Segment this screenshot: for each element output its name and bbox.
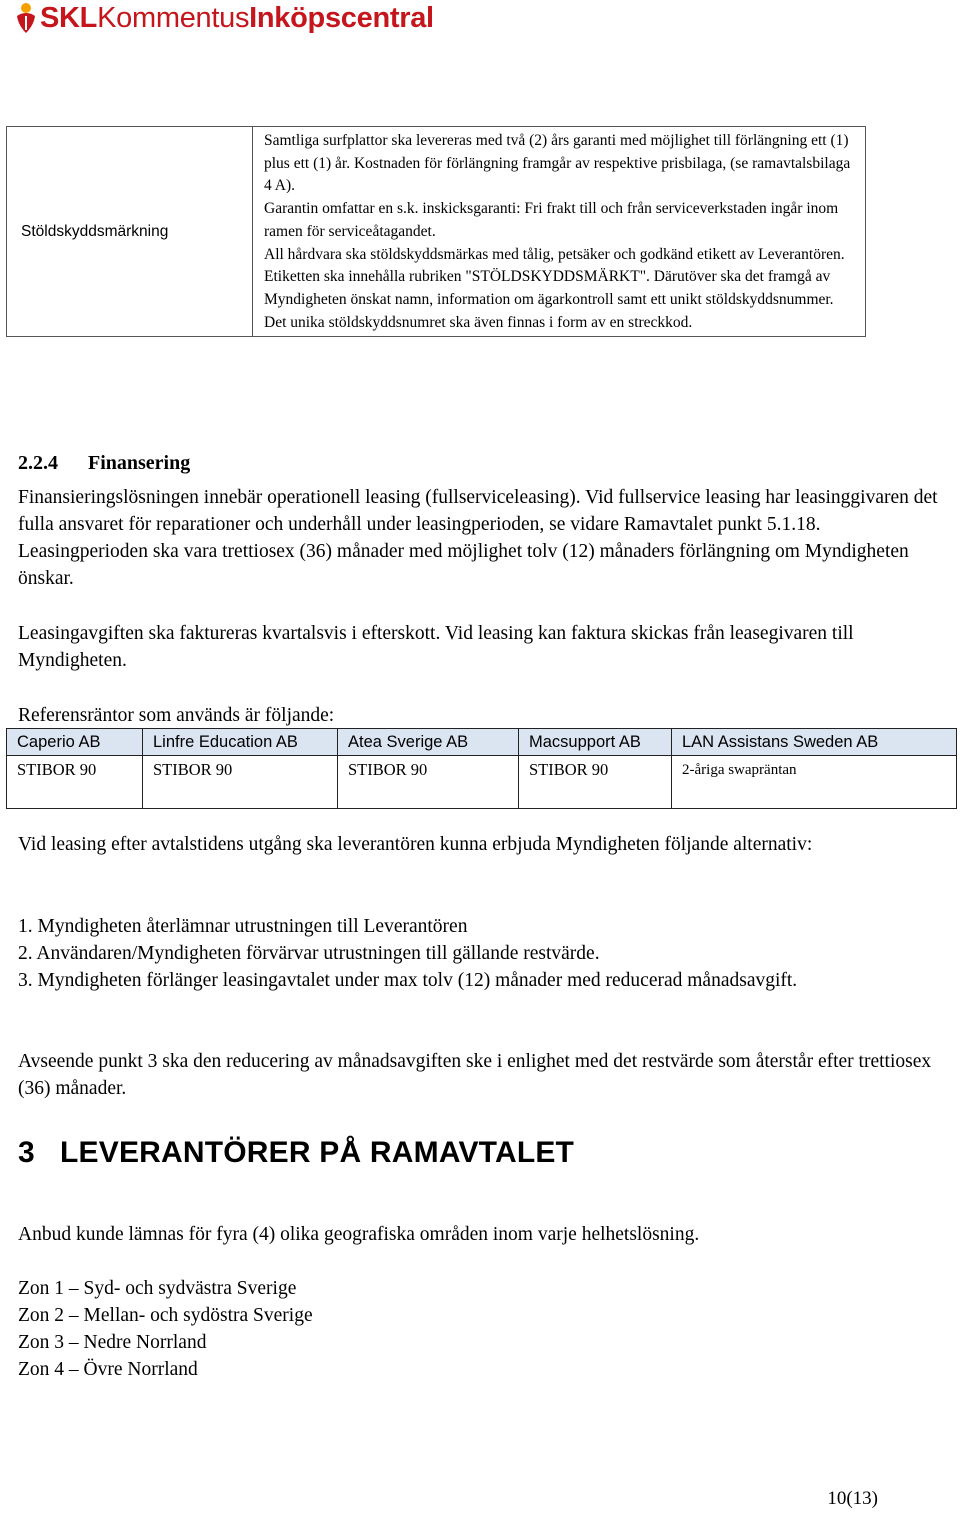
requirement-paragraph: Garantin omfattar en s.k. inskicksgaranti: Fri frakt till och från serviceverkstaden ingår inom ramen för serviceåtagandet. bbox=[264, 200, 839, 240]
table-cell: 2-åriga swapräntan bbox=[672, 756, 957, 809]
logo bbox=[14, 0, 434, 36]
table-header-cell: Caperio AB bbox=[7, 729, 143, 756]
list-item: 3. Myndigheten förlänger leasingavtalet under max tolv (12) månader med reducerad månadsavgift. bbox=[18, 970, 798, 991]
after-contract-intro: Vid leasing efter avtalstidens utgång ska leverantören kunna erbjuda Myndigheten följande alternativ: bbox=[18, 834, 813, 855]
reference-rates-heading: Referensräntor som används är följande: bbox=[18, 705, 335, 726]
section-number: 3 bbox=[18, 1136, 35, 1169]
logo-inkopscentral: Inköpscentral bbox=[249, 1, 434, 34]
suppliers-intro: Anbud kunde lämnas för fyra (4) olika geografiska områden inom varje helhetslösning. bbox=[18, 1224, 700, 1245]
list-item: Zon 3 – Nedre Norrland bbox=[18, 1332, 207, 1353]
table-cell: STIBOR 90 bbox=[338, 756, 519, 809]
list-item: Zon 2 – Mellan- och sydöstra Sverige bbox=[18, 1305, 313, 1326]
section-heading-leverantorer bbox=[18, 1136, 574, 1170]
logo-skl: SKL bbox=[40, 1, 98, 34]
requirements-table bbox=[6, 126, 866, 337]
table-cell: STIBOR 90 bbox=[143, 756, 338, 809]
table-row bbox=[7, 127, 866, 337]
logo-mark-icon bbox=[14, 2, 38, 34]
financing-paragraph-2: Leasingavgiften ska faktureras kvartalsvis i efterskott. Vid leasing kan faktura skickas från leasegivaren till Myndigheten. bbox=[18, 623, 854, 671]
requirement-paragraph: Samtliga surfplattor ska levereras med två (2) års garanti med möjlighet till förlängning ett (1) plus ett (1) år. Kostnaden för förlängning framgår av respektive prisbilaga, (se ramavtalsbilaga 4 A). bbox=[264, 132, 851, 195]
table-header-cell: Atea Sverige AB bbox=[338, 729, 519, 756]
table-header-cell: LAN Assistans Sweden AB bbox=[672, 729, 957, 756]
table-header-row bbox=[7, 729, 957, 756]
section-number: 2.2.4 bbox=[18, 452, 58, 474]
requirement-paragraph: All hårdvara ska stöldskyddsmärkas med tålig, petsäker och godkänd etikett av Leverantören. Etiketten ska innehålla rubriken "STÖLDSKYDDSMÄRKT". Därutöver ska det framgå av Myndigheten önskat namn, information om ägarkontroll samt ett unikt stöldskyddsnummer. Det unika stöldskyddsnumret ska även finnas i form av en streckkod. bbox=[264, 245, 845, 331]
list-item: 2. Användaren/Myndigheten förvärvar utrustningen till gällande restvärde. bbox=[18, 943, 600, 964]
table-cell: STIBOR 90 bbox=[7, 756, 143, 809]
list-item: Zon 4 – Övre Norrland bbox=[18, 1359, 198, 1380]
table-header-cell: Linfre Education AB bbox=[143, 729, 338, 756]
requirements-label: Stöldskyddsmärkning bbox=[7, 127, 253, 337]
logo-kommentus: Kommentus bbox=[97, 1, 250, 34]
section-heading-finansering bbox=[18, 452, 190, 475]
list-item: 1. Myndigheten återlämnar utrustningen till Leverantören bbox=[18, 916, 468, 937]
financing-paragraph-1: Finansieringslösningen innebär operationell leasing (fullserviceleasing). Vid fullservice leasing har leasinggivaren det fulla ansvaret för reparationer och underhåll under leasingperioden, se vidare Ramavtalet punkt 5.1.18. Leasingperioden ska vara trettiosex (36) månader med möjlighet tolv (12) månaders förlängning om Myndigheten önskar. bbox=[18, 487, 938, 589]
section-title: Finansering bbox=[88, 452, 191, 474]
reference-rates-table bbox=[6, 728, 957, 809]
section-title: LEVERANTÖRER PÅ RAMAVTALET bbox=[60, 1136, 575, 1169]
table-cell: STIBOR 90 bbox=[519, 756, 672, 809]
table-row bbox=[7, 756, 957, 809]
page-number: 10(13) bbox=[827, 1488, 878, 1509]
table-header-cell: Macsupport AB bbox=[519, 729, 672, 756]
list-item: Zon 1 – Syd- och sydvästra Sverige bbox=[18, 1278, 297, 1299]
requirements-content bbox=[253, 127, 866, 337]
after-contract-note: Avseende punkt 3 ska den reducering av månadsavgiften ske i enlighet med det restvärde som återstår efter trettiosex (36) månader. bbox=[18, 1051, 932, 1099]
